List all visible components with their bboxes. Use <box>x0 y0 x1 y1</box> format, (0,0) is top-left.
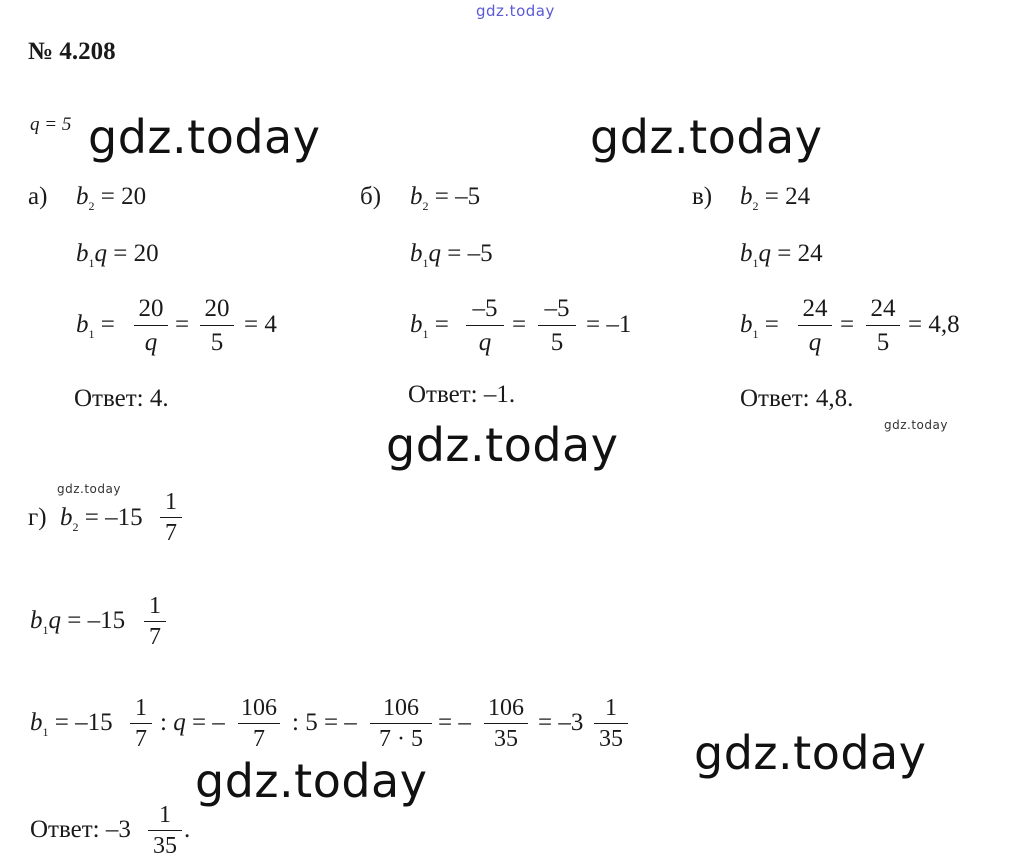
part-b-result: = –1 <box>586 311 632 338</box>
part-g-line1: $b_2 = -15$ <box>60 504 143 534</box>
part-a-frac2: 20 5 <box>200 296 234 355</box>
watermark-small-2: gdz.today <box>57 482 121 496</box>
part-v-answer: Ответ: 4,8. <box>740 385 854 412</box>
part-v-frac1: 24 q <box>798 296 832 355</box>
part-v-b1: $b_1$ = <box>740 311 779 341</box>
given-q: q = 5 <box>30 114 72 135</box>
part-g-line3-div5: : 5 = – <box>292 709 357 736</box>
watermark-1: gdz.today <box>88 110 321 164</box>
part-g-frac-106-7: 106 7 <box>238 696 280 751</box>
part-v-frac2: 24 5 <box>866 296 900 355</box>
watermark-top: gdz.today <box>476 2 555 20</box>
part-b-frac1: –5 q <box>466 296 504 355</box>
part-a-label: а) <box>28 183 48 210</box>
part-g-frac-106-7x5: 106 7 · 5 <box>370 696 432 751</box>
part-b-b1: $b_1$ = <box>410 311 449 341</box>
part-g-frac-106-35: 106 35 <box>484 696 528 751</box>
part-v-result: = 4,8 <box>908 311 960 338</box>
part-g-frac-1-35: 1 35 <box>594 696 628 751</box>
part-b-answer: Ответ: –1. <box>408 381 516 408</box>
part-a-line1: $b_2 = 20$ <box>76 183 147 213</box>
part-g-line3-div: : q = – <box>160 709 225 736</box>
part-b-line1: $b_2 = -5$ <box>410 183 481 213</box>
part-g-line3-eq: = – <box>438 709 471 736</box>
part-g-line2-frac: 1 7 <box>144 594 166 649</box>
watermark-small-1: gdz.today <box>884 418 948 432</box>
problem-title: № 4.208 <box>28 38 116 65</box>
part-b-label: б) <box>360 183 382 210</box>
part-b-eq1: = <box>512 311 527 338</box>
part-g-answer-frac: 1 35 <box>148 803 182 858</box>
part-v-line2: $b_1q = 24$ <box>740 240 823 270</box>
part-g-answer-end: . <box>184 816 191 843</box>
part-a-result: = 4 <box>244 311 277 338</box>
part-v-label: в) <box>692 183 713 210</box>
part-g-line1-frac: 1 7 <box>160 490 182 545</box>
watermark-3: gdz.today <box>386 418 619 472</box>
part-g-line3-mixed: 1 7 <box>130 696 152 751</box>
part-g-line3-result: = –3 <box>538 709 584 736</box>
part-a-answer: Ответ: 4. <box>74 385 169 412</box>
part-g-line3-start: $b_1 = -15$ <box>30 709 113 739</box>
part-g-line2: $b_1q = -15$ <box>30 607 126 637</box>
part-g-answer: Ответ: –3 <box>30 816 131 843</box>
watermark-2: gdz.today <box>590 110 823 164</box>
part-b-line2: $b_1q = -5$ <box>410 240 493 270</box>
part-a-line2: $b_1q = 20$ <box>76 240 159 270</box>
watermark-5: gdz.today <box>195 754 428 808</box>
watermark-4: gdz.today <box>694 726 927 780</box>
part-v-eq1: = <box>840 311 855 338</box>
part-b-frac2: –5 5 <box>538 296 576 355</box>
part-a-frac1: 20 q <box>134 296 168 355</box>
part-v-line1: $b_2 = 24$ <box>740 183 811 213</box>
part-a-b1: $b_1$ = <box>76 311 115 341</box>
part-a-eq1: = <box>175 311 190 338</box>
part-g-label: г) <box>28 504 47 531</box>
